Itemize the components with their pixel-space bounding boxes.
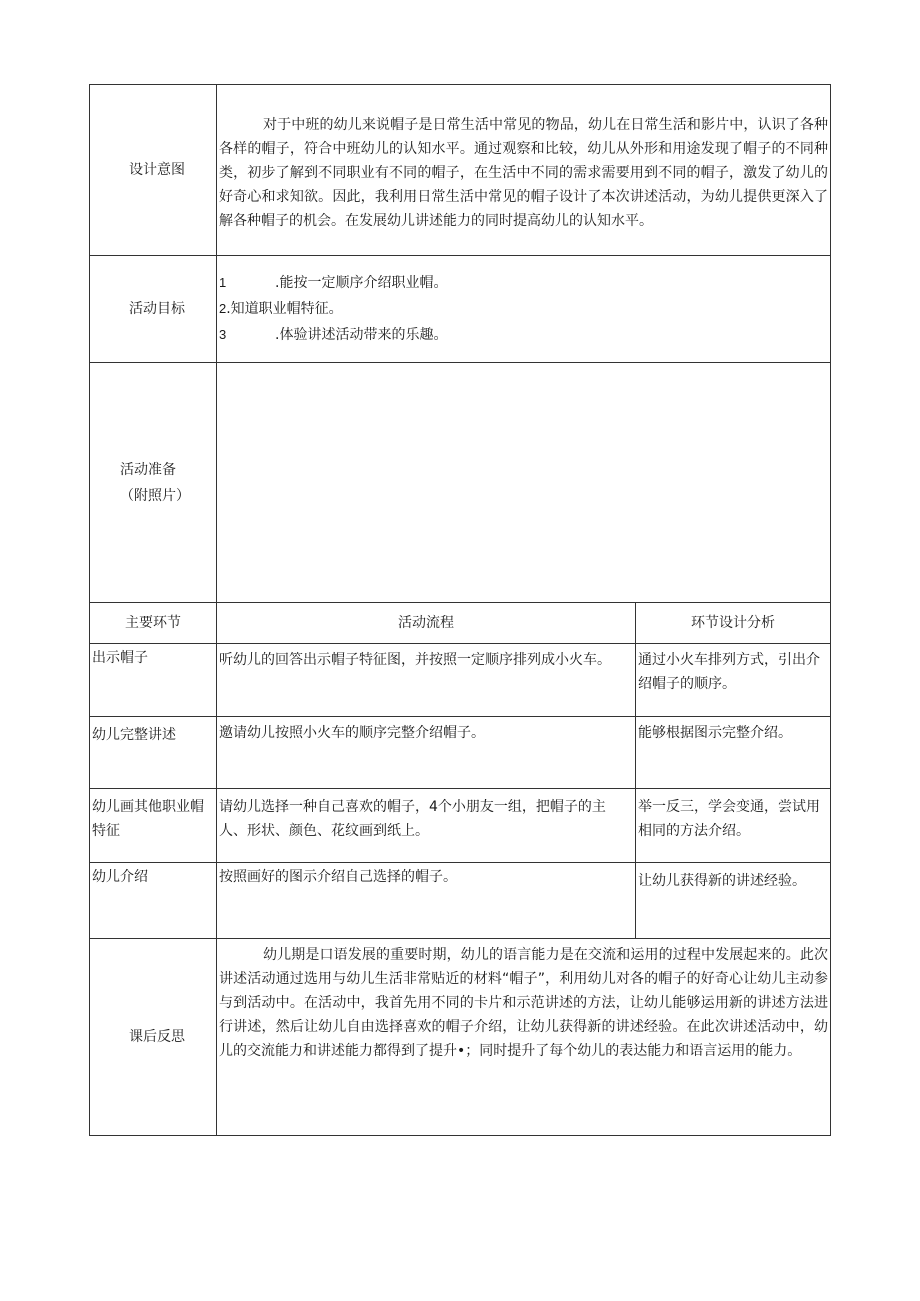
goals-row — [90, 256, 831, 363]
goal-text: .知道职业帽特征。 — [226, 301, 343, 317]
step-cell: 幼儿完整讲述 — [90, 717, 217, 789]
flow-cell: 听幼儿的回答出示帽子特征图，并按照一定顺序排列成小火车。 — [217, 644, 636, 717]
preparation-row — [90, 363, 831, 603]
goal-text: .能按一定顺序介绍职业帽。 — [275, 275, 448, 291]
reflection-text: 幼儿期是口语发展的重要时期，幼儿的语言能力是在交流和运用的过程中发展起来的。此次讲述活动通过选用与幼儿生活非常贴近的材料“帽子”，利用幼儿对各的帽子的好奇心让幼儿主动参与到活动中。在活动中，我首先用不同的卡片和示范讲述的方法，让幼儿能够运用新的讲述方法进行讲述，然后让幼儿自由选择喜欢的帽子介绍，让幼儿获得新的讲述经验。在此次讲述活动中，幼儿的交流能力和讲述能力都得到了提升•；同时提升了每个幼儿的表达能力和语言运用的能力。 — [217, 939, 831, 1136]
step-cell: 出示帽子 — [90, 644, 217, 717]
step-cell: 幼儿介绍 — [90, 863, 217, 939]
header-analysis: 环节设计分析 — [636, 603, 831, 644]
preparation-photo-area — [217, 363, 831, 603]
process-row — [90, 644, 831, 717]
goal-text: .体验讲述活动带来的乐趣。 — [275, 327, 448, 343]
design-intent-row — [90, 85, 831, 256]
lesson-plan-table — [89, 84, 831, 1136]
process-row — [90, 863, 831, 939]
reflection-label: 课后反思 — [90, 939, 217, 1136]
goals-label: 活动目标 — [90, 256, 217, 363]
goal-number: 1 — [219, 275, 227, 290]
goal-item — [219, 322, 828, 348]
header-step: 主要环节 — [90, 603, 217, 644]
goal-number: 2 — [219, 301, 227, 316]
goal-number: 3 — [219, 327, 227, 342]
flow-cell: 邀请幼儿按照小火车的顺序完整介绍帽子。 — [217, 717, 636, 789]
design-intent-label: 设计意图 — [90, 85, 217, 256]
goal-item — [219, 270, 828, 296]
step-cell: 幼儿画其他职业帽特征 — [90, 789, 217, 863]
reflection-row — [90, 939, 831, 1136]
design-intent-text: 对于中班的幼儿来说帽子是日常生活中常见的物品，幼儿在日常生活和影片中，认识了各种各样的帽子，符合中班幼儿的认知水平。通过观察和比较，幼儿从外形和用途发现了帽子的不同种类，初步了解到不同职业有不同的帽子，在生活中不同的需求需要用到不同的帽子，激发了幼儿的好奇心和求知欲。因此，我利用日常生活中常见的帽子设计了本次讲述活动，为幼儿提供更深入了解各种帽子的机会。在发展幼儿讲述能力的同时提高幼儿的认知水平。 — [217, 85, 831, 256]
analysis-cell: 能够根据图示完整介绍。 — [636, 717, 831, 789]
preparation-label: 活动准备（附照片） — [90, 363, 217, 603]
process-row — [90, 717, 831, 789]
goal-item — [219, 296, 828, 322]
flow-cell: 请幼儿选择一种自己喜欢的帽子，4个小朋友一组，把帽子的主人、形状、颜色、花纹画到纸上。 — [217, 789, 636, 863]
process-row — [90, 789, 831, 863]
flow-cell: 按照画好的图示介绍自己选择的帽子。 — [217, 863, 636, 939]
analysis-cell: 让幼儿获得新的讲述经验。 — [636, 863, 831, 939]
analysis-cell: 通过小火车排列方式，引出介绍帽子的顺序。 — [636, 644, 831, 717]
process-header-row — [90, 603, 831, 644]
analysis-cell: 举一反三，学会变通，尝试用相同的方法介绍。 — [636, 789, 831, 863]
goals-list — [217, 256, 831, 363]
header-flow: 活动流程 — [217, 603, 636, 644]
